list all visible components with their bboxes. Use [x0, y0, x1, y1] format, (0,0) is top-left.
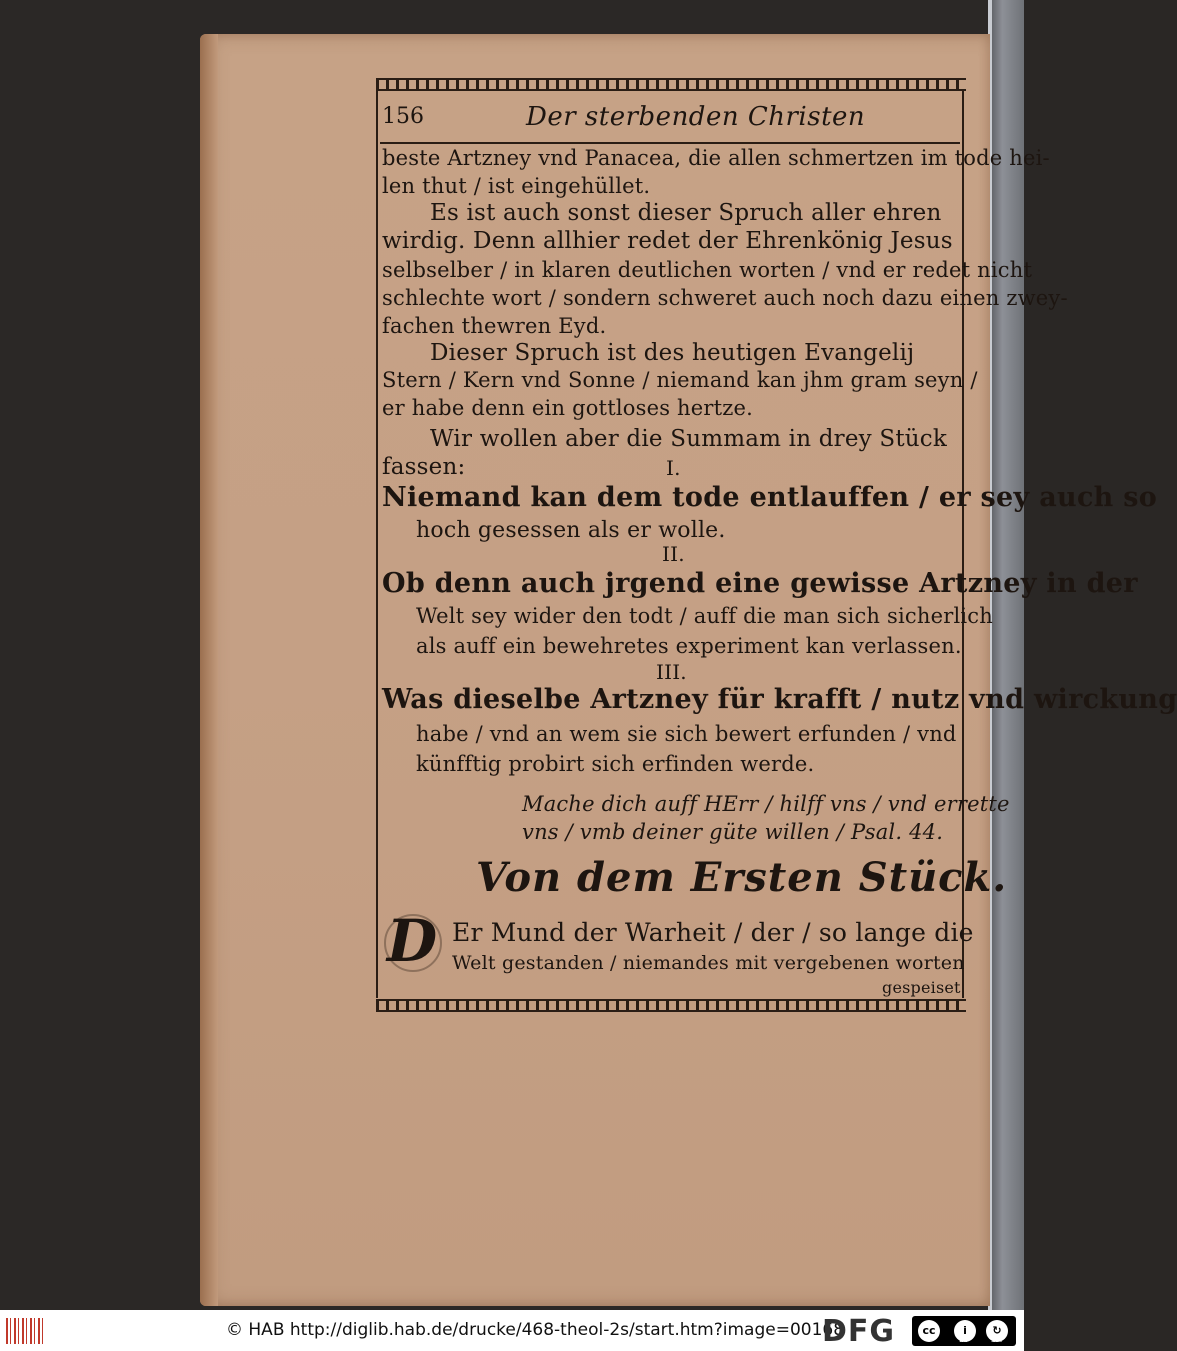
- part-numeral: III.: [656, 660, 687, 684]
- by-icon: i: [954, 1320, 976, 1342]
- frame-line-left: [376, 90, 378, 998]
- header-rule: [380, 142, 960, 144]
- credit-link[interactable]: © HAB http://diglib.hab.de/drucke/468-theol-2s/start.htm?image=00168: [226, 1320, 845, 1340]
- license-by-label: BY: [959, 1335, 969, 1344]
- license-badge[interactable]: [912, 1316, 1016, 1346]
- section-line: Welt gestanden / niemandes mit vergebenen worten: [452, 952, 965, 974]
- cc-icon: cc: [918, 1320, 940, 1342]
- initial-letter: D: [386, 907, 438, 975]
- color-scale-strip: [988, 0, 1024, 1310]
- catchword: gespeiset: [882, 978, 961, 997]
- page-binding-edge: [200, 34, 218, 1306]
- part-line: hoch gesessen als er wolle.: [416, 518, 726, 543]
- viewer-footer: [0, 1310, 1024, 1351]
- prayer-line: Mache dich auff HErr / hilff vns / vnd errette: [522, 792, 1010, 816]
- body-line: Stern / Kern vnd Sonne / niemand kan jhm gram seyn /: [382, 368, 978, 392]
- section-heading: Von dem Ersten Stück.: [476, 854, 1008, 901]
- decorated-initial: [382, 907, 442, 975]
- part-numeral: I.: [666, 456, 681, 480]
- body-line: fassen:: [382, 454, 466, 480]
- page-number: 156: [382, 104, 424, 129]
- part-line: Was dieselbe Artzney für krafft / nutz vnd wirckung: [382, 684, 1177, 715]
- section-line: Er Mund der Warheit / der / so lange die: [452, 918, 974, 947]
- prayer-line: vns / vmb deiner güte willen / Psal. 44.: [522, 820, 944, 844]
- part-line: Welt sey wider den todt / auff die man sich sicherlich: [416, 604, 993, 628]
- barcode-icon: [6, 1318, 46, 1344]
- body-line: beste Artzney vnd Panacea, die allen schmertzen im tode hei-: [382, 146, 1050, 170]
- ornamental-rule-bottom: [376, 999, 966, 1012]
- part-numeral: II.: [662, 542, 685, 566]
- body-line: Wir wollen aber die Summam in drey Stück: [430, 426, 947, 452]
- body-line: selbselber / in klaren deutlichen worten / vnd er redet nicht: [382, 258, 1033, 282]
- printed-text-block: [376, 78, 1177, 1018]
- body-line: Es ist auch sonst dieser Spruch aller ehren: [430, 200, 942, 226]
- part-line: Niemand kan dem tode entlauffen / er sey auch so: [382, 482, 1158, 513]
- body-line: wirdig. Denn allhier redet der Ehrenkönig Jesus: [382, 228, 953, 254]
- body-line: er habe denn ein gottloses hertze.: [382, 396, 754, 420]
- body-line: len thut / ist eingehüllet.: [382, 174, 651, 198]
- license-sa-label: SA: [991, 1335, 1002, 1344]
- part-line: Ob denn auch jrgend eine gewisse Artzney in der: [382, 568, 1138, 599]
- sa-icon: ↻: [986, 1320, 1008, 1342]
- body-line: schlechte wort / sondern schweret auch noch dazu einen zwey-: [382, 286, 1068, 310]
- part-line: künfftig probirt sich erfinden werde.: [416, 752, 815, 776]
- dfg-logo[interactable]: DFG: [822, 1314, 896, 1349]
- part-line: als auff ein bewehretes experiment kan verlassen.: [416, 634, 962, 658]
- page-header: [376, 100, 966, 136]
- part-line: habe / vnd an wem sie sich bewert erfunden / vnd: [416, 722, 957, 746]
- body-line: Dieser Spruch ist des heutigen Evangelij: [430, 340, 915, 366]
- running-head: Der sterbenden Christen: [526, 102, 866, 132]
- ornamental-rule-top: [376, 78, 966, 91]
- initial-ornament: [384, 914, 442, 972]
- body-line: fachen thewren Eyd.: [382, 314, 607, 338]
